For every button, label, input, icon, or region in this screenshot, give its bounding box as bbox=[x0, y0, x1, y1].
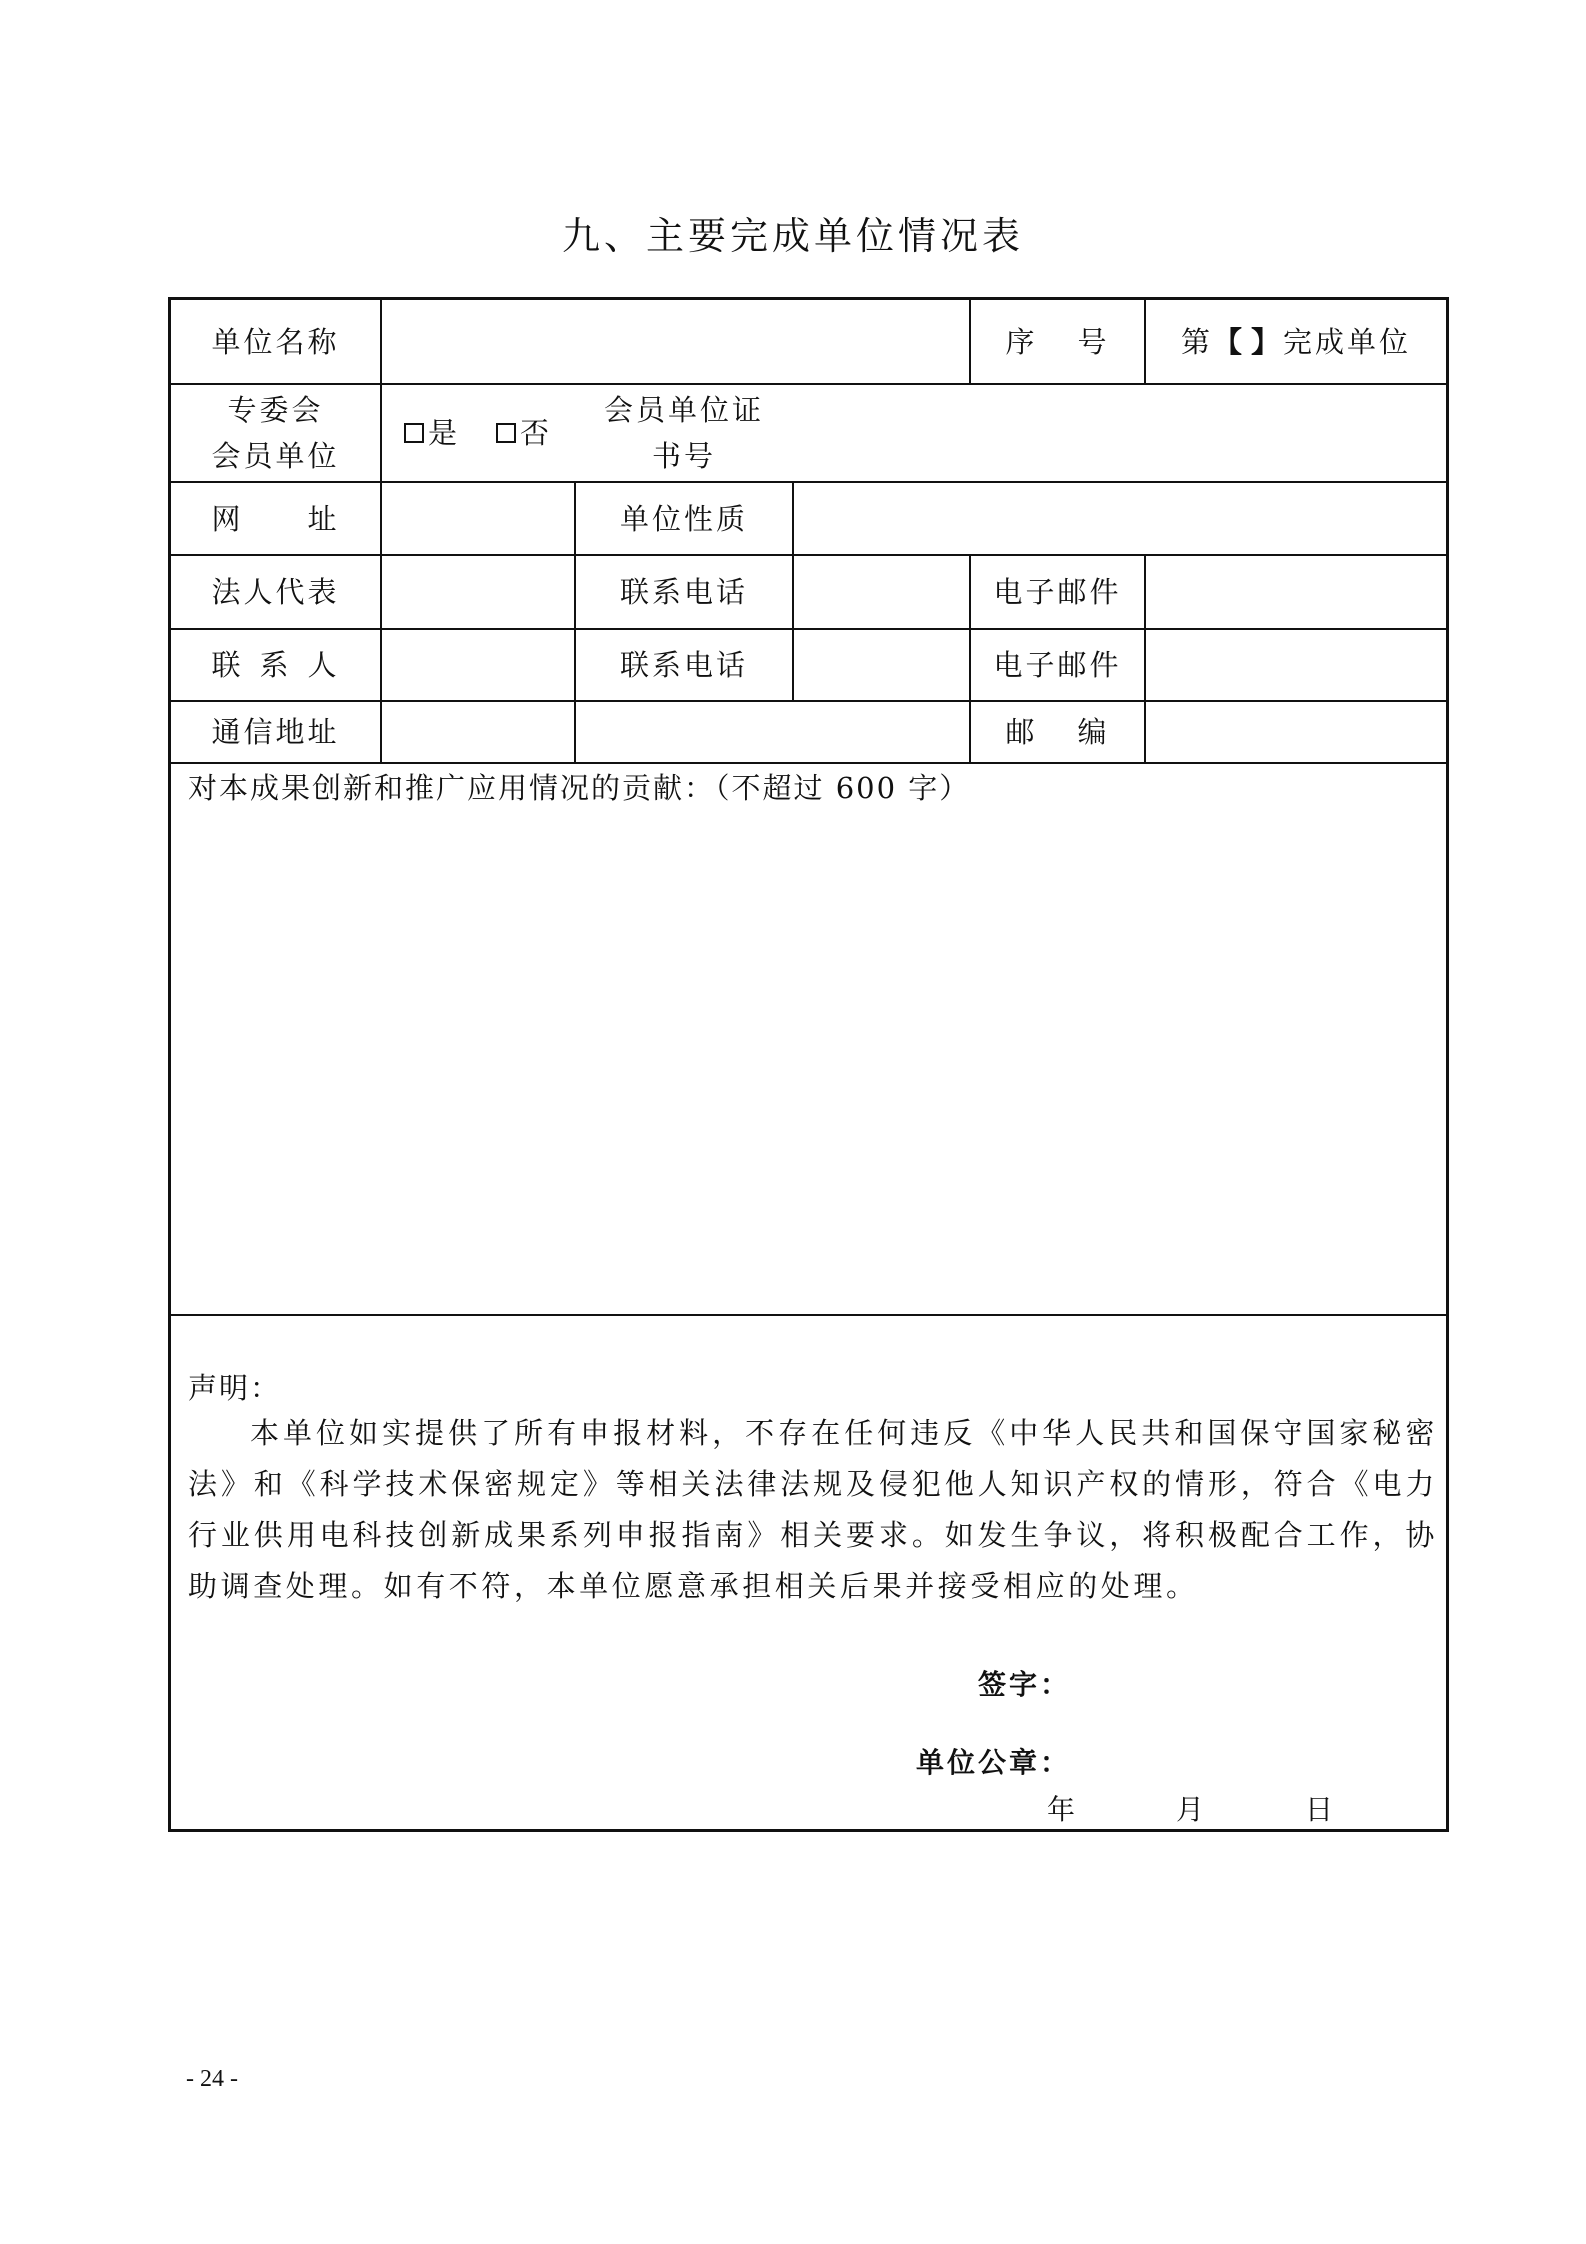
contact-label-char: 联 bbox=[211, 648, 244, 682]
checkbox-no[interactable] bbox=[496, 423, 516, 443]
option-no-label: 否 bbox=[520, 416, 553, 450]
committee-label-line: 专委会 bbox=[227, 393, 324, 427]
certificate-number-label bbox=[576, 385, 792, 481]
contact-email-label: 电子邮件 bbox=[993, 648, 1122, 682]
option-no[interactable] bbox=[496, 410, 552, 456]
contribution-prompt: 对本成果创新和推广应用情况的贡献：（不超过 600 字） bbox=[188, 771, 971, 805]
legal-rep-field[interactable] bbox=[382, 556, 574, 628]
sequence-bracket-open: 【 bbox=[1212, 324, 1245, 359]
row-divider bbox=[171, 1314, 1446, 1316]
page-number: - 24 - bbox=[186, 2066, 238, 2092]
contact-label-char: 系 bbox=[259, 648, 292, 682]
option-yes[interactable] bbox=[404, 410, 460, 456]
legal-rep-email-label: 电子邮件 bbox=[993, 575, 1122, 609]
website-label-char: 网 bbox=[211, 501, 244, 536]
sequence-value[interactable] bbox=[1146, 300, 1446, 383]
certificate-number-field[interactable] bbox=[794, 385, 1446, 481]
address-label: 通信地址 bbox=[211, 715, 340, 749]
certificate-label-line: 书号 bbox=[651, 439, 716, 473]
declaration-heading: 声明： bbox=[188, 1371, 282, 1405]
legal-rep-label: 法人代表 bbox=[211, 575, 340, 609]
postcode-label bbox=[971, 702, 1144, 762]
address-field[interactable] bbox=[382, 702, 969, 762]
row-divider bbox=[171, 762, 1446, 764]
website-label bbox=[171, 483, 380, 554]
committee-label-line: 会员单位 bbox=[211, 439, 340, 473]
contact-phone-field[interactable] bbox=[794, 630, 969, 700]
date-day: 日 bbox=[1305, 1793, 1334, 1826]
signature-label: 签字： bbox=[978, 1668, 1072, 1701]
website-label-char: 址 bbox=[307, 501, 340, 536]
committee-member-label bbox=[171, 385, 380, 481]
contact-phone-label: 联系电话 bbox=[619, 648, 748, 682]
unit-name-label: 单位名称 bbox=[211, 324, 340, 359]
checkbox-yes[interactable] bbox=[404, 423, 424, 443]
postcode-field[interactable] bbox=[1146, 702, 1446, 762]
sequence-label bbox=[971, 300, 1144, 383]
legal-rep-phone-field[interactable] bbox=[794, 556, 969, 628]
legal-rep-phone-label: 联系电话 bbox=[619, 575, 748, 609]
contribution-text-area[interactable] bbox=[171, 810, 1446, 1310]
contact-person-label bbox=[171, 630, 380, 700]
legal-rep-email-field[interactable] bbox=[1146, 556, 1446, 628]
option-yes-label: 是 bbox=[427, 416, 460, 450]
date-year: 年 bbox=[1047, 1793, 1076, 1826]
unit-info-form bbox=[168, 297, 1449, 1832]
declaration-body: 本单位如实提供了所有申报材料，不存在任何违反《中华人民共和国保守国家秘密法》和《科学技术保密规定》等相关法律法规及侵犯他人知识产权的情形，符合《电力行业供用电科技创新成果系列申报指南》相关要求。如发生争议，将积极配合工作，协助调查处理。如有不符，本单位愿意承担相关后果并接受相应的处理。 bbox=[188, 1416, 1438, 1603]
unit-nature-field[interactable] bbox=[794, 483, 1446, 554]
certificate-label-line: 会员单位证 bbox=[603, 393, 764, 427]
website-field[interactable] bbox=[382, 483, 574, 554]
postcode-label-char: 邮 bbox=[1005, 715, 1038, 749]
sequence-label-char: 号 bbox=[1077, 324, 1110, 359]
unit-seal-label: 单位公章： bbox=[916, 1746, 1072, 1779]
unit-nature-label: 单位性质 bbox=[619, 501, 748, 536]
contact-email-field[interactable] bbox=[1146, 630, 1446, 700]
page-title: 九、主要完成单位情况表 bbox=[561, 214, 1024, 258]
sequence-label-char: 序 bbox=[1005, 324, 1038, 359]
contact-person-field[interactable] bbox=[382, 630, 574, 700]
postcode-label-char: 编 bbox=[1077, 715, 1110, 749]
sequence-suffix: 完成单位 bbox=[1283, 324, 1412, 359]
unit-name-field[interactable] bbox=[382, 300, 969, 383]
sequence-bracket-close: 】 bbox=[1251, 324, 1284, 359]
contact-label-char: 人 bbox=[307, 648, 340, 682]
date-month: 月 bbox=[1176, 1793, 1205, 1826]
sequence-prefix: 第 bbox=[1180, 324, 1213, 359]
committee-member-options bbox=[382, 385, 574, 481]
